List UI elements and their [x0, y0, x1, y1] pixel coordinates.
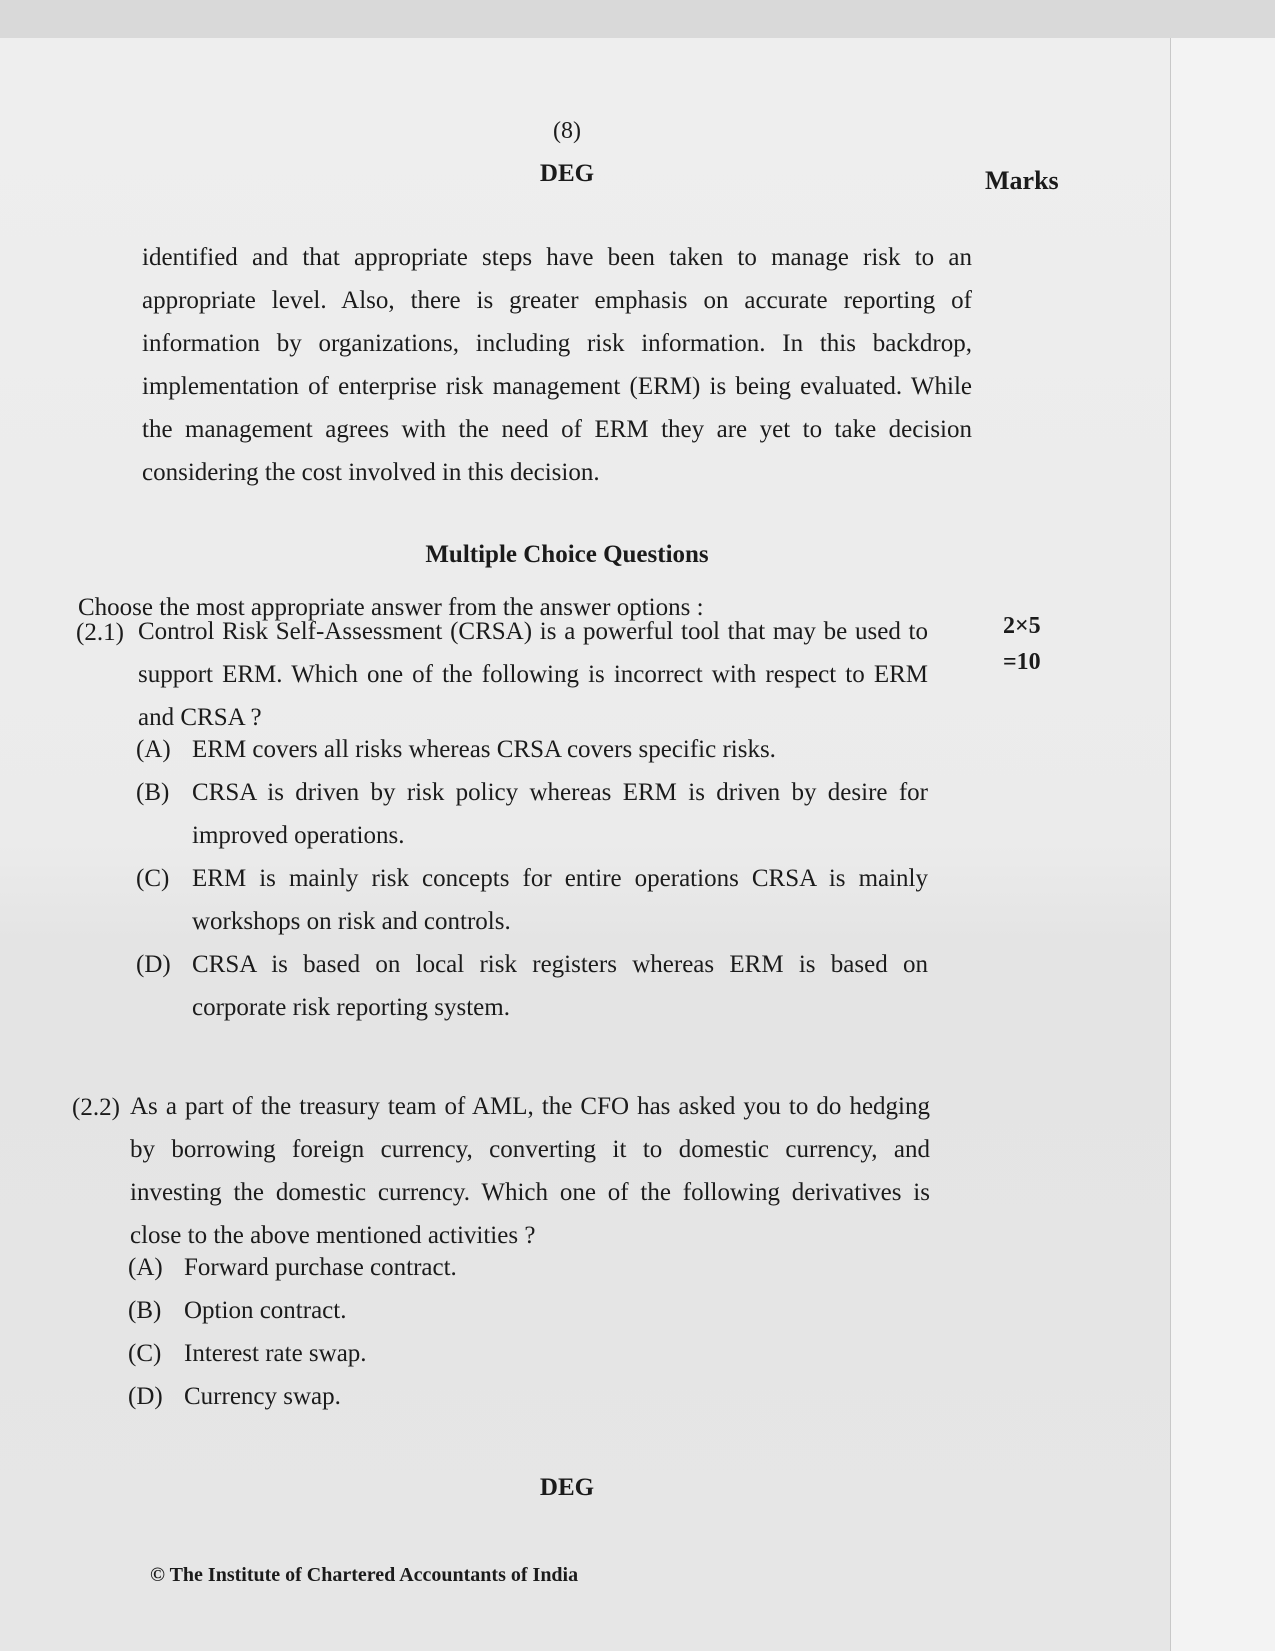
question-text: As a part of the treasury team of AML, the CFO has asked you to do hedging by borrowing foreign currency, converting it to domestic currency, and investing the domestic currency. Which one of the following derivatives is close to the above mentioned activities ? — [130, 1093, 930, 1249]
option-label: (D) — [128, 1383, 163, 1410]
mark-allocation-line2: =10 — [1003, 649, 1041, 675]
option-item — [128, 1289, 928, 1332]
paper-code-footer: DEG — [539, 1474, 595, 1501]
option-text: ERM covers all risks whereas CRSA covers specific risks. — [192, 736, 776, 763]
option-text: Forward purchase contract. — [184, 1254, 457, 1281]
intro-paragraph: identified and that appropriate steps have been taken to manage risk to an appropriate level. Also, there is greater emphasis on accurate reporting of information by organizations, including risk information. In this backdrop, implementation of enterprise risk management (ERM) is being evaluated. While the management agrees with the need of ERM they are yet to take decision considering the cost involved in this decision. — [142, 244, 972, 486]
question-text: Control Risk Self-Assessment (CRSA) is a powerful tool that may be used to support ERM. Which one of the following is incorrect with respect to ERM and CRSA ? — [138, 618, 928, 731]
section-title: Multiple Choice Questions — [425, 541, 709, 568]
paper-code-header: DEG — [539, 160, 595, 187]
option-item — [136, 943, 936, 1029]
option-text: ERM is mainly risk concepts for entire operations CRSA is mainly workshops on risk and controls. — [192, 865, 928, 935]
option-label: (C) — [136, 865, 170, 892]
option-item — [136, 728, 936, 771]
option-text: CRSA is driven by risk policy whereas ERM is driven by desire for improved operations. — [192, 779, 928, 849]
mark-allocation — [1003, 608, 1041, 680]
option-item — [128, 1246, 928, 1289]
option-label: (C) — [128, 1340, 162, 1367]
option-label: (A) — [136, 736, 171, 763]
option-item — [136, 857, 936, 943]
scan-edge — [1170, 38, 1275, 1651]
option-label: (B) — [136, 779, 170, 806]
option-label: (A) — [128, 1254, 163, 1281]
mark-allocation-line1: 2×5 — [1003, 613, 1041, 639]
option-item — [136, 771, 936, 857]
option-item — [128, 1375, 928, 1418]
question-number: (2.2) — [72, 1094, 120, 1121]
question-number: (2.1) — [76, 619, 124, 646]
option-text: Option contract. — [184, 1297, 347, 1324]
option-text: Interest rate swap. — [184, 1340, 367, 1367]
option-label: (B) — [128, 1297, 162, 1324]
option-text: Currency swap. — [184, 1383, 341, 1410]
copyright-notice: © The Institute of Chartered Accountants of India — [150, 1564, 579, 1586]
instruction-text: Choose the most appropriate answer from the answer options : — [78, 594, 704, 621]
option-item — [128, 1332, 928, 1375]
option-label: (D) — [136, 951, 171, 978]
marks-column-label: Marks — [985, 166, 1059, 195]
page-number: (8) — [553, 118, 581, 144]
option-text: CRSA is based on local risk registers whereas ERM is based on corporate risk reporting system. — [192, 951, 928, 1021]
